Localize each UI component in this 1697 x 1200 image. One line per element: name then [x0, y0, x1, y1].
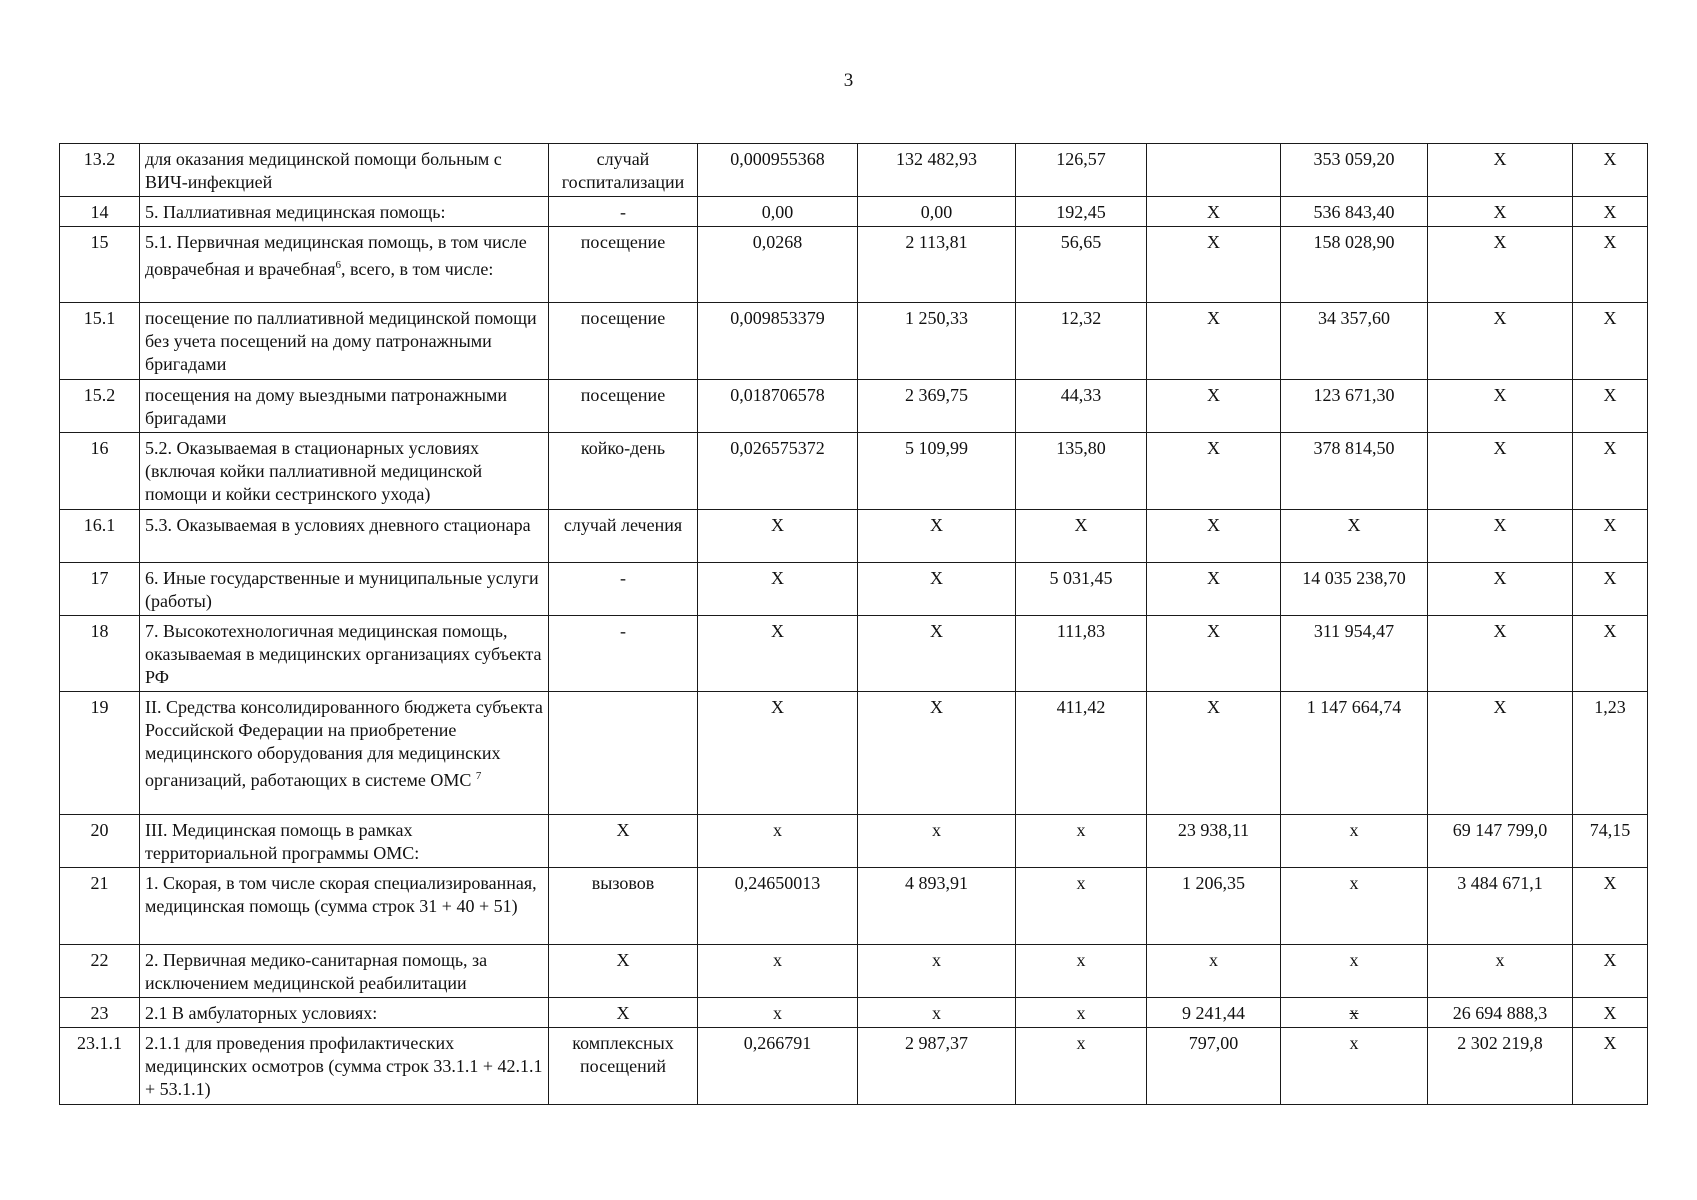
- row-cell: 135,80: [1016, 433, 1147, 510]
- row-name: для оказания медицинской помощи больным с ВИЧ-инфекцией: [140, 144, 549, 197]
- row-unit: посещение: [549, 303, 698, 380]
- row-cell: Х: [1428, 692, 1573, 815]
- row-cell: 158 028,90: [1281, 227, 1428, 303]
- row-cell: Х: [858, 510, 1016, 563]
- row-cell: 2 369,75: [858, 380, 1016, 433]
- row-name: III. Медицинская помощь в рамках территориальной программы ОМС:: [140, 815, 549, 868]
- row-name-text: 5.1. Первичная медицинская помощь, в том числе доврачебная и врачебная: [145, 232, 527, 279]
- row-cell: 74,15: [1573, 815, 1648, 868]
- row-cell: 132 482,93: [858, 144, 1016, 197]
- row-name: 6. Иные государственные и муниципальные услуги (работы): [140, 563, 549, 616]
- row-cell: 0,0268: [698, 227, 858, 303]
- row-cell: х: [1428, 945, 1573, 998]
- row-number: 15.1: [60, 303, 140, 380]
- row-cell: Х: [1573, 510, 1648, 563]
- row-cell: 0,026575372: [698, 433, 858, 510]
- row-cell: х: [698, 998, 858, 1028]
- row-cell: х: [1281, 868, 1428, 945]
- row-number: 19: [60, 692, 140, 815]
- row-cell: 2 302 219,8: [1428, 1028, 1573, 1105]
- row-cell: Х: [1147, 433, 1281, 510]
- table-row: [60, 563, 1648, 616]
- row-cell: 34 357,60: [1281, 303, 1428, 380]
- row-cell: 56,65: [1016, 227, 1147, 303]
- row-cell: 123 671,30: [1281, 380, 1428, 433]
- row-cell: 0,018706578: [698, 380, 858, 433]
- row-cell: Х: [1147, 616, 1281, 692]
- table-row: [60, 1028, 1648, 1105]
- row-cell: 4 893,91: [858, 868, 1016, 945]
- row-cell: х: [1281, 998, 1428, 1028]
- row-name: посещение по паллиативной медицинской помощи без учета посещений на дому патронажными бригадами: [140, 303, 549, 380]
- row-cell: 23 938,11: [1147, 815, 1281, 868]
- row-cell: Х: [1147, 510, 1281, 563]
- row-cell: Х: [1428, 563, 1573, 616]
- row-cell: Х: [1573, 1028, 1648, 1105]
- row-cell: Х: [1147, 227, 1281, 303]
- row-cell: Х: [698, 510, 858, 563]
- row-cell: 126,57: [1016, 144, 1147, 197]
- row-unit: Х: [549, 998, 698, 1028]
- row-name: 5. Паллиативная медицинская помощь:: [140, 197, 549, 227]
- row-number: 16.1: [60, 510, 140, 563]
- row-cell: 536 843,40: [1281, 197, 1428, 227]
- row-cell: 1 147 664,74: [1281, 692, 1428, 815]
- row-cell: Х: [1573, 227, 1648, 303]
- row-cell: х: [1281, 1028, 1428, 1105]
- row-unit: койко-день: [549, 433, 698, 510]
- row-cell: 0,00: [698, 197, 858, 227]
- row-cell: Х: [1428, 433, 1573, 510]
- row-cell: 12,32: [1016, 303, 1147, 380]
- row-cell: 411,42: [1016, 692, 1147, 815]
- row-cell: Х: [1573, 868, 1648, 945]
- row-unit: случай госпитализации: [549, 144, 698, 197]
- row-name: 2.1 В амбулаторных условиях:: [140, 998, 549, 1028]
- row-cell: Х: [1428, 144, 1573, 197]
- row-number: 22: [60, 945, 140, 998]
- row-cell: Х: [1573, 998, 1648, 1028]
- table-row: [60, 227, 1648, 303]
- row-name: 2.1.1 для проведения профилактических медицинских осмотров (сумма строк 33.1.1 + 42.1.1 + 53.1.1): [140, 1028, 549, 1105]
- footnote-marker: 7: [475, 770, 482, 782]
- row-cell: х: [698, 945, 858, 998]
- row-name-tail: , всего, в том числе:: [341, 259, 494, 279]
- footnote-marker: 6: [335, 259, 342, 271]
- row-cell: 797,00: [1147, 1028, 1281, 1105]
- row-cell: 0,24650013: [698, 868, 858, 945]
- row-number: 13.2: [60, 144, 140, 197]
- row-unit: [549, 692, 698, 815]
- row-cell: Х: [858, 692, 1016, 815]
- row-cell: х: [1016, 815, 1147, 868]
- row-name: 2. Первичная медико-санитарная помощь, за исключением медицинской реабилитации: [140, 945, 549, 998]
- row-cell: 2 113,81: [858, 227, 1016, 303]
- row-cell: 0,009853379: [698, 303, 858, 380]
- row-unit: -: [549, 616, 698, 692]
- row-cell: х: [1016, 945, 1147, 998]
- financing-table: [59, 143, 1648, 1105]
- row-cell: Х: [1428, 227, 1573, 303]
- row-cell: х: [698, 815, 858, 868]
- row-cell: Х: [1573, 303, 1648, 380]
- row-unit: -: [549, 197, 698, 227]
- row-number: 17: [60, 563, 140, 616]
- row-cell: Х: [1573, 563, 1648, 616]
- row-cell: Х: [1573, 144, 1648, 197]
- row-name: 5.3. Оказываемая в условиях дневного стационара: [140, 510, 549, 563]
- table-row: [60, 616, 1648, 692]
- table-row: [60, 815, 1648, 868]
- row-cell: 9 241,44: [1147, 998, 1281, 1028]
- row-cell: Х: [858, 563, 1016, 616]
- table-row: [60, 510, 1648, 563]
- row-cell: 3 484 671,1: [1428, 868, 1573, 945]
- table-row: [60, 945, 1648, 998]
- table-row: [60, 868, 1648, 945]
- row-cell: 0,00: [858, 197, 1016, 227]
- row-number: 23: [60, 998, 140, 1028]
- row-cell: Х: [1428, 303, 1573, 380]
- row-cell: Х: [858, 616, 1016, 692]
- row-cell: Х: [1428, 616, 1573, 692]
- row-cell: [1147, 144, 1281, 197]
- table-row: [60, 144, 1648, 197]
- row-cell: 2 987,37: [858, 1028, 1016, 1105]
- row-cell: 111,83: [1016, 616, 1147, 692]
- row-cell: х: [1281, 945, 1428, 998]
- row-unit: посещение: [549, 227, 698, 303]
- row-cell: 311 954,47: [1281, 616, 1428, 692]
- row-cell: х: [1016, 998, 1147, 1028]
- page-number: 3: [843, 70, 854, 91]
- row-number: 21: [60, 868, 140, 945]
- row-cell: х: [858, 998, 1016, 1028]
- row-cell: 69 147 799,0: [1428, 815, 1573, 868]
- row-cell: Х: [1573, 433, 1648, 510]
- row-cell: 0,266791: [698, 1028, 858, 1105]
- table-row: [60, 433, 1648, 510]
- row-cell: х: [858, 945, 1016, 998]
- row-number: 15: [60, 227, 140, 303]
- row-unit: вызовов: [549, 868, 698, 945]
- row-name: посещения на дому выездными патронажными бригадами: [140, 380, 549, 433]
- table-row: [60, 197, 1648, 227]
- row-unit: посещение: [549, 380, 698, 433]
- row-cell: Х: [1281, 510, 1428, 563]
- row-cell: 44,33: [1016, 380, 1147, 433]
- row-cell: 1,23: [1573, 692, 1648, 815]
- row-cell: 26 694 888,3: [1428, 998, 1573, 1028]
- row-cell: Х: [1573, 616, 1648, 692]
- row-cell: Х: [1147, 380, 1281, 433]
- row-name: [140, 692, 549, 815]
- row-cell: 378 814,50: [1281, 433, 1428, 510]
- row-name-text: II. Средства консолидированного бюджета субъекта Российской Федерации на приобретение медицинского оборудования для медицинских организаций, работающих в системе ОМС: [145, 697, 543, 790]
- row-cell: х: [858, 815, 1016, 868]
- row-unit: -: [549, 563, 698, 616]
- row-cell: Х: [698, 563, 858, 616]
- table-row: [60, 303, 1648, 380]
- row-cell: х: [1016, 868, 1147, 945]
- row-number: 15.2: [60, 380, 140, 433]
- table-row: [60, 692, 1648, 815]
- row-cell: Х: [1428, 510, 1573, 563]
- row-unit: Х: [549, 815, 698, 868]
- row-cell: 353 059,20: [1281, 144, 1428, 197]
- row-cell: Х: [1428, 380, 1573, 433]
- row-name: 1. Скорая, в том числе скорая специализированная, медицинская помощь (сумма строк 31 + 40 + 51): [140, 868, 549, 945]
- row-cell: 1 206,35: [1147, 868, 1281, 945]
- row-cell: 5 109,99: [858, 433, 1016, 510]
- row-cell: Х: [1147, 692, 1281, 815]
- table-row: [60, 380, 1648, 433]
- row-name: [140, 227, 549, 303]
- row-cell: Х: [1147, 197, 1281, 227]
- row-number: 20: [60, 815, 140, 868]
- row-cell: Х: [1147, 303, 1281, 380]
- row-cell: Х: [698, 616, 858, 692]
- row-unit: случай лечения: [549, 510, 698, 563]
- row-number: 18: [60, 616, 140, 692]
- row-cell: Х: [1147, 563, 1281, 616]
- row-cell: Х: [1573, 945, 1648, 998]
- row-unit: Х: [549, 945, 698, 998]
- row-cell: х: [1281, 815, 1428, 868]
- row-cell: 5 031,45: [1016, 563, 1147, 616]
- row-cell: Х: [1016, 510, 1147, 563]
- row-name: 7. Высокотехнологичная медицинская помощь, оказываемая в медицинских организациях субъекта РФ: [140, 616, 549, 692]
- row-name: 5.2. Оказываемая в стационарных условиях (включая койки паллиативной медицинской помощи и койки сестринского ухода): [140, 433, 549, 510]
- row-cell: Х: [1573, 380, 1648, 433]
- row-cell: 192,45: [1016, 197, 1147, 227]
- row-cell: Х: [1428, 197, 1573, 227]
- row-number: 14: [60, 197, 140, 227]
- row-cell: х: [1016, 1028, 1147, 1105]
- row-cell: 0,000955368: [698, 144, 858, 197]
- row-number: 23.1.1: [60, 1028, 140, 1105]
- table-row: [60, 998, 1648, 1028]
- row-cell: Х: [1573, 197, 1648, 227]
- row-number: 16: [60, 433, 140, 510]
- row-cell: Х: [698, 692, 858, 815]
- row-cell: 1 250,33: [858, 303, 1016, 380]
- row-cell: х: [1147, 945, 1281, 998]
- row-unit: комплексных посещений: [549, 1028, 698, 1105]
- row-cell: 14 035 238,70: [1281, 563, 1428, 616]
